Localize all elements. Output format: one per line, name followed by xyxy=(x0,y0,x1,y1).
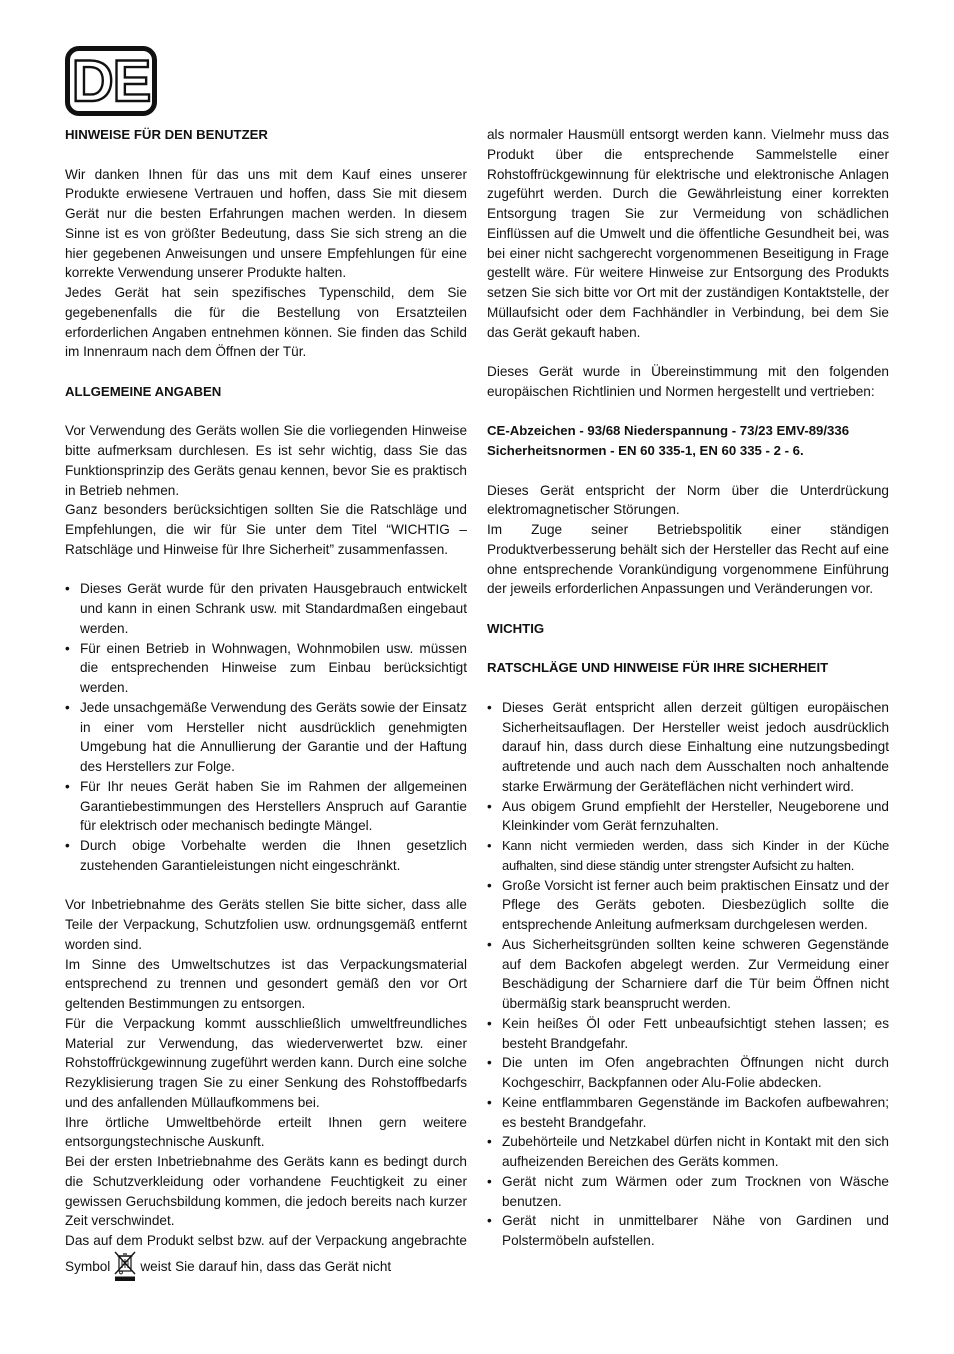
heading-general-info: ALLGEMEINE ANGABEN xyxy=(65,383,222,399)
list-item: • Aus Sicherheitsgründen sollten keine schweren Gegenstände auf dem Backofen abgelegt werden. Zur Vermeidung einer Beschädigung der Scharniere darf die Tür beim Öffnen nicht übermäßig stark beansprucht werden. xyxy=(487,935,889,1014)
safety-list xyxy=(487,698,889,1251)
list-item: • Kein heißes Öl oder Fett unbeaufsichtigt stehen lassen; es besteht Brandgefahr. xyxy=(487,1014,889,1054)
ce-marking: CE-Abzeichen - 93/68 Niederspannung - 73/23 EMV-89/336 xyxy=(487,423,850,439)
list-item: • Keine entflammbaren Gegenstände im Backofen aufbewahren; es besteht Brandgefahr. xyxy=(487,1093,889,1133)
list-item: • Die unten im Ofen angebrachten Öffnungen nicht durch Kochgeschirr, Backpfannen oder Alu-Folie abdecken. xyxy=(487,1053,889,1093)
paragraph-recommendations: Ganz besonders berücksichtigen sollten Sie die Ratschläge und Empfehlungen, die wir für Sie unter dem Titel “WICHTIG – Ratschläge und Hinweise für Ihre Sicherheit” zusammenfassen. xyxy=(65,502,467,557)
left-column xyxy=(65,125,467,1287)
list-item: • Kann nicht vermieden werden, dass sich Kinder in der Küche aufhalten, sind diese ständig unter strengster Aufsicht zu halten. xyxy=(487,836,889,876)
paragraph-packaging-removal: Vor Inbetriebnahme des Geräts stellen Sie bitte sicher, dass alle Teile der Verpackung, Schutzfolien usw. ordnungsgemäß entfernt worden sind. xyxy=(65,897,467,952)
list-item: • Aus obigem Grund empfiehlt der Hersteller, Neugeborene und Kleinkinder vom Gerät fernzuhalten. xyxy=(487,797,889,837)
paragraph-read-instructions: Vor Verwendung des Geräts wollen Sie die vorliegenden Hinweise bitte aufmerksam durchlesen. Es ist sehr wichtig, dass Sie das Funktionsprinzip des Geräts genau kennen, bevor Sie es praktisch in Betrieb nehmen. xyxy=(65,423,467,498)
right-column xyxy=(487,125,889,1251)
crossed-out-wheelie-bin-icon xyxy=(114,1251,136,1287)
paragraph-type-plate: Jedes Gerät hat sein spezifisches Typenschild, dem Sie gegebenenfalls die für die Bestellung von Ersatzteilen erforderlichen Angaben entnehmen können. Sie finden das Schild im Innenraum nach dem Öffnen der Tür. xyxy=(65,285,467,360)
paragraph-emc: Dieses Gerät entspricht der Norm über die Unterdrückung elektromagnetischer Störungen. xyxy=(487,482,889,518)
list-item: • Große Vorsicht ist ferner auch beim praktischen Einsatz und der Pflege des Geräts geboten. Diesbezüglich sollte die entsprechende Anleitung aufmerksam durchgelesen werden. xyxy=(487,876,889,935)
paragraph-thanks: Wir danken Ihnen für das uns mit dem Kauf eines unserer Produkte erwiesene Vertrauen und hoffen, dass Sie mit diesem Gerät nur die besten Erfahrungen machen werden. In diesem Sinne ist es von größter Bedeutung, dass Sie sich streng an die hier gegebenen Anweisungen und unsere Empfehlungen für eine korrekte Verwendung unserer Produkte halten. xyxy=(65,166,467,281)
paragraph-disposal: als normaler Hausmüll entsorgt werden kann. Vielmehr muss das Produkt über die entsprechende Sammelstelle einer Rohstoffrückgewinnung für elektrische und elektronische Anlagen zugeführt werden. Durch die Gewährleistung einer korrekten Entsorgung tragen Sie zur Vermeidung von schädlichen Einflüssen auf die Umwelt und die öffentliche Gesundheit bei, was bei einer nicht sachgerecht vorgenommenen Beseitigung in Frage gestellt wäre. Für weitere Hinweise zur Entsorgung des Produkts setzen Sie sich bitte vor Ort mit der zuständigen Kontaktstelle, der Müllaufsicht oder dem Fachhändler in Verbindung, bei dem Sie das Gerät gekauft haben. xyxy=(487,127,889,340)
heading-important: WICHTIG xyxy=(487,620,545,636)
safety-standards: Sicherheitsnormen - EN 60 335-1, EN 60 335 - 2 - 6. xyxy=(487,443,804,458)
list-item: • Zubehörteile und Netzkabel dürfen nicht in Kontakt mit den sich aufheizenden Bereichen des Geräts kommen. xyxy=(487,1132,889,1172)
weee-text-start: Das auf dem Produkt selbst bzw. auf der Verpackung angebrachte Symbol xyxy=(65,1233,467,1274)
language-badge-text: DE xyxy=(71,49,151,114)
paragraph-packaging-material: Für die Verpackung kommt ausschließlich umweltfreundliches Material zur Verwendung, das wiederverwertet bzw. einer Rohstoffrückgewinnung zugeführt werden kann. Durch eine solche Rezyklisierung tragen Sie zu einer Senkung des Rohstoffbedarfs und des anfallenden Müllaufkommens bei. xyxy=(65,1015,467,1110)
list-item: • Durch obige Vorbehalte werden die Ihnen gesetzlich zustehenden Garantieleistungen nicht eingeschränkt. xyxy=(65,836,467,876)
paragraph-manufacturer-rights: Im Zuge seiner Betriebspolitik einer ständigen Produktverbesserung behält sich der Hersteller das Recht auf eine ohne entsprechende Vorankündigung vorgenommene Einführung der jeweils erforderlichen Anpassungen und Veränderungen vor. xyxy=(487,522,889,597)
list-item: • Dieses Gerät wurde für den privaten Hausgebrauch entwickelt und kann in einen Schrank usw. mit Standardmaßen eingebaut werden. xyxy=(65,579,467,638)
list-item: • Gerät nicht zum Wärmen oder zum Trocknen von Wäsche benutzen. xyxy=(487,1172,889,1212)
list-item: • Dieses Gerät entspricht allen derzeit gültigen europäischen Sicherheitsauflagen. Der Hersteller weist jedoch ausdrücklich darauf hin, dass durch diese Einhaltung eine nutzungsbedingt auftretende und auch nach dem Ausschalten noch anhaltende starke Erwärmung der Geräteflächen nicht verhindert wird. xyxy=(487,698,889,797)
list-item: • Jede unsachgemäße Verwendung des Geräts sowie der Einsatz in einer vom Hersteller nicht ausdrücklich genehmigten Umgebung hat die Annullierung der Garantie und der Haftung des Herstellers zur Folge. xyxy=(65,698,467,777)
weee-text-end: weist Sie darauf hin, dass das Gerät nicht xyxy=(140,1258,392,1274)
paragraph-first-use-odor: Bei der ersten Inbetriebnahme des Geräts kann es bedingt durch die Schutzverkleidung oder vorhandene Feuchtigkeit zu einer gewissen Geruchsbildung kommen, die jedoch bereits nach kurzer Zeit verschwindet. xyxy=(65,1154,467,1229)
heading-safety-advice: RATSCHLÄGE UND HINWEISE FÜR IHRE SICHERHEIT xyxy=(487,660,829,676)
language-badge-de xyxy=(65,46,157,116)
general-info-list xyxy=(65,579,467,875)
paragraph-authority: Ihre örtliche Umweltbehörde erteilt Ihnen gern weitere entsorgungstechnische Auskunft. xyxy=(65,1114,467,1150)
list-item: • Für Ihr neues Gerät haben Sie im Rahmen der allgemeinen Garantiebestimmungen des Herstellers Anspruch auf Garantie für elektrisch oder mechanisch bedingte Mängel. xyxy=(65,777,467,836)
paragraph-weee-symbol xyxy=(65,1231,467,1287)
heading-user-notes: HINWEISE FÜR DEN BENUTZER xyxy=(65,127,268,142)
list-item: • Für einen Betrieb in Wohnwagen, Wohnmobilen usw. müssen die entsprechenden Hinweise zum Einbau berücksichtigt werden. xyxy=(65,639,467,698)
list-item: • Gerät nicht in unmittelbarer Nähe von Gardinen und Polstermöbeln aufstellen. xyxy=(487,1211,889,1251)
paragraph-environment: Im Sinne des Umweltschutzes ist das Verpackungsmaterial entsprechend zu trennen und gesondert gemäß den vor Ort geltenden Bestimmungen zu entsorgen. xyxy=(65,956,467,1011)
paragraph-directives: Dieses Gerät wurde in Übereinstimmung mit den folgenden europäischen Richtlinien und Normen hergestellt und vertrieben: xyxy=(487,364,889,399)
